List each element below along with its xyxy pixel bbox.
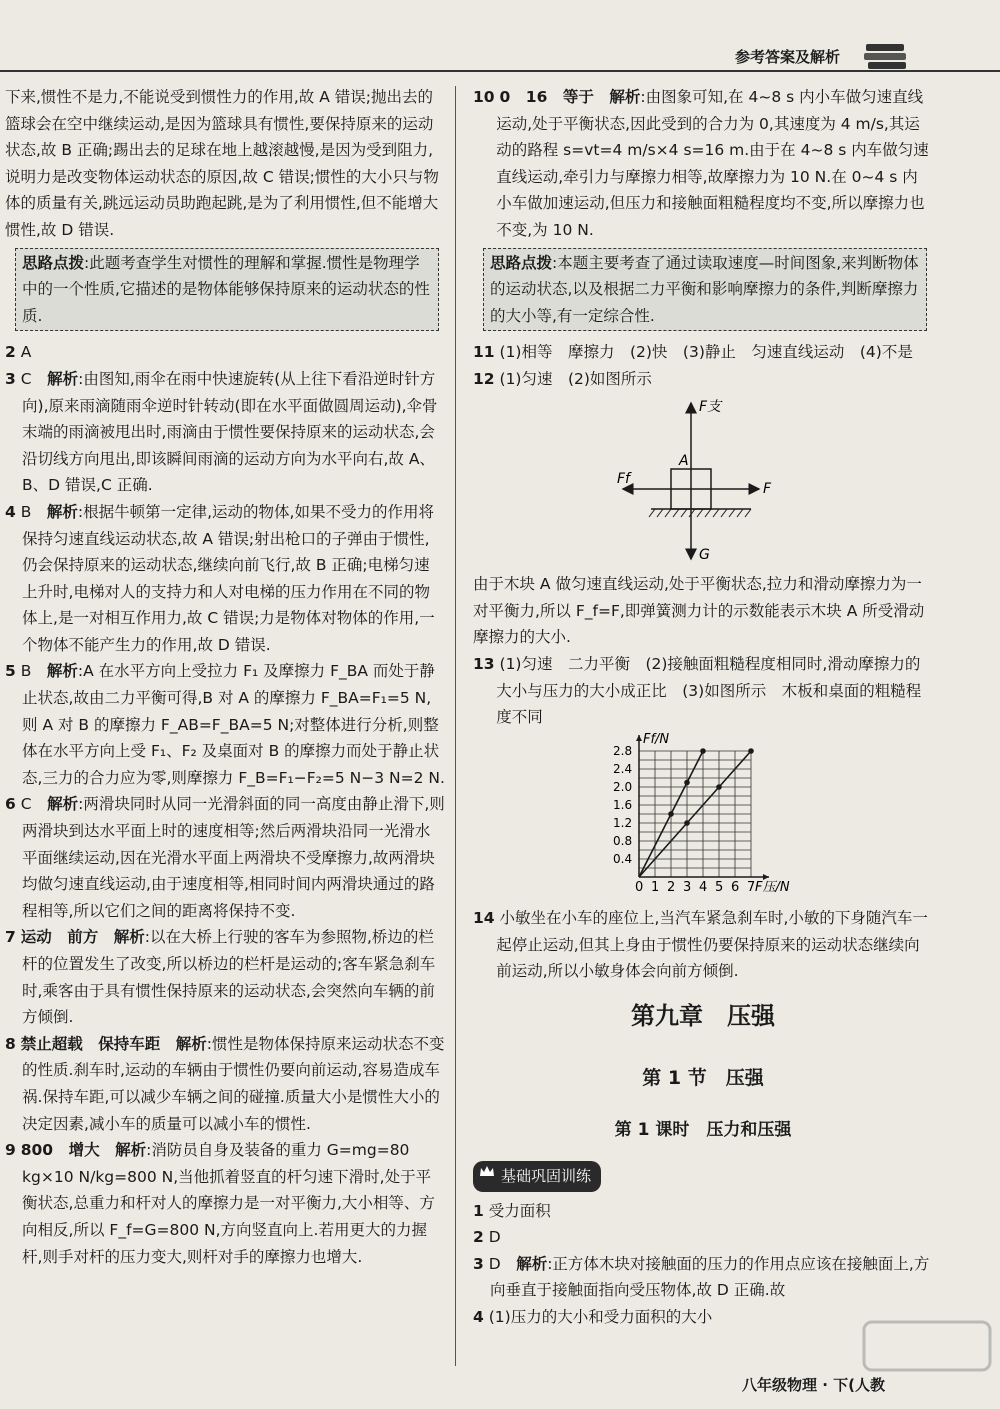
data-point (716, 784, 722, 790)
practice-badge (473, 1161, 601, 1192)
answer-item: 12 (1)匀速 (2)如图所示 (473, 369, 652, 388)
y-tick-label: 2.8 (613, 743, 633, 758)
force-diagram (473, 393, 933, 563)
page-footer: 八年级物理 · 下(人教 (742, 1376, 885, 1394)
answer-continuation: 由于木块 A 做匀速直线运动,处于平衡状态,拉力和滑动摩擦力为一对平衡力,所以 F_f=F,即弹簧测力计的示数能表示木块 A 所受滑动摩擦力的大小. (473, 575, 925, 647)
left-column (5, 84, 445, 1270)
continued-answer: 下来,惯性不是力,不能说受到惯性力的作用,故 A 错误;抛出去的篮球会在空中继续运动,是因为篮球具有惯性,要保持原来的运动状态,故 B 正确;踢出去的足球在地上越滚越慢,是因为受到阻力,说明力是改变物体运动状态的原因,故 C 错误;惯性的大小只与物体的质量有关,跳远运动员助跑起跳,是为了利用惯性,但不能增大惯性,故 D 错误. (5, 88, 439, 239)
y-tick-label: 0.4 (613, 851, 633, 866)
x-tick-label: 5 (715, 879, 724, 895)
section-title: 第 1 节 压强 (642, 1067, 764, 1090)
chapter-item: 3 D 解析:正方体木块对接触面的压力的作用点应该在接触面上,方向垂直于接触面指向受压物体,故 D 正确.故 (473, 1254, 930, 1300)
chapter-title: 第九章 压强 (631, 1002, 775, 1031)
data-point (668, 811, 674, 817)
crown-icon (479, 1164, 495, 1180)
answer-item: 6 C 解析:两滑块同时从同一光滑斜面的同一高度由静止滑下,则两滑块到达水平面上时的速度相等;然后两滑块沿同一光滑水平面继续运动,因在光滑水平面上两滑块不受摩擦力,故两滑块均做匀速直线运动,由于速度相等,相同时间内两滑块通过的路程相等,所以它们之间的距离将保持不变. (5, 795, 445, 920)
answer-item: 10 0 16 等于 解析:由图象可知,在 4~8 s 内小车做匀速直线运动,处于平衡状态,因此受到的合力为 0,其速度为 4 m/s,其运动的路程 s=vt=4 m/s×4 s=16 m.由于在 4~8 s 内车做匀速直线运动,牵引力与摩擦力相等,故摩擦力为 10 N.在 0~4 s 内小车做加速运动,但压力和接触面粗糙程度均不变,所以摩擦力也不变,为 10 N. (473, 88, 929, 239)
answer-item: 7 运动 前方 解析:以在大桥上行驶的客车为参照物,桥边的栏杆的位置发生了改变,所以桥边的栏杆是运动的;客车紧急刹车时,乘客由于具有惯性保持原来的运动状态,会突然向车辆的前方倾倒. (5, 928, 436, 1027)
y-axis-arrowhead (636, 735, 642, 741)
y-tick-label: 1.2 (613, 815, 633, 830)
answer-item: 5 B 解析:A 在水平方向上受拉力 F₁ 及摩擦力 F_BA 而处于静止状态,故由二力平衡可得,B 对 A 的摩擦力 F_BA=F₁=5 N,则 A 对 B 的摩擦力 F_AB=F_BA=5 N;对整体进行分析,则整体在水平方向上受 F₁、F₂ 及桌面对 B 的摩擦力而处于静止状态,三力的合力应为零,则摩擦力 F_B=F₁−F₂=5 N−3 N=2 N. (5, 662, 445, 787)
data-point (748, 748, 754, 754)
y-tick-label: 2.4 (613, 761, 633, 776)
y-tick-label: 0.8 (613, 833, 633, 848)
answer-site-watermark (862, 1318, 992, 1374)
y-tick-label: 1.6 (613, 797, 633, 812)
tip-box: 思路点拨:此题考查学生对惯性的理解和掌握.惯性是物理学中的一个性质,它描述的是物体能够保持原来的运动状态的性质. (15, 248, 439, 332)
answer-item: 3 C 解析:由图知,雨伞在雨中快速旋转(从上往下看沿逆时针方向),原来雨滴随雨伞逆时针转动(即在水平面做圆周运动),伞骨末端的雨滴被甩出时,雨滴由于惯性要保持原来的运动状态,会沿切线方向甩出,即该瞬间雨滴的运动方向为水平向右,故 A、B、D 错误,C 正确. (5, 369, 438, 495)
x-tick-label: 6 (731, 879, 740, 895)
tip-box: 思路点拨:本题主要考查了通过读取速度—时间图象,来判断物体的运动状态,以及根据二力平衡和影响摩擦力的条件,判断摩擦力的大小等,有一定综合性. (483, 248, 927, 332)
x-tick-label: 2 (667, 879, 676, 895)
column-divider (455, 86, 456, 1366)
label-gravity: G (699, 546, 710, 563)
chapter-item: 4 (1)压力的大小和受力面积的大小 (473, 1308, 713, 1327)
data-point (700, 748, 706, 754)
data-point (684, 779, 690, 785)
x-tick-label: 7 (747, 879, 756, 895)
x-tick-label: 4 (699, 879, 708, 895)
answer-item: 2 A (5, 343, 32, 362)
x-tick-label: 3 (683, 879, 692, 895)
books-icon (862, 42, 910, 72)
header-rule (0, 70, 1000, 72)
right-column (473, 84, 933, 1331)
x-tick-label: 1 (651, 879, 660, 895)
answer-item: 11 (1)相等 摩擦力 (2)快 (3)静止 匀速直线运动 (4)不是 (473, 343, 913, 362)
y-tick-label: 2.0 (613, 779, 633, 794)
answer-item: 14 小敏坐在小车的座位上,当汽车紧急刹车时,小敏的下身随汽车一起停止运动,但其上身由于惯性仍要保持原来的运动状态继续向前运动,所以小敏身体会向前方倾倒. (473, 909, 928, 981)
lesson-title: 第 1 课时 压力和压强 (614, 1120, 792, 1141)
data-point (684, 820, 690, 826)
label-support-force: F支 (699, 398, 722, 415)
label-pull-force: F (763, 480, 772, 497)
label-friction: Ff (617, 470, 630, 487)
answer-item: 8 禁止超载 保持车距 解析:惯性是物体保持原来运动状态不变的性质.刹车时,运动的车辆由于惯性仍要向前运动,容易造成车祸.保持车距,可以减少车辆之间的碰撞.质量大小是惯性大小的决定因素,减小车的质量可以减小车的惯性. (5, 1034, 445, 1133)
chapter-item: 2 D (473, 1228, 501, 1247)
answer-item: 4 B 解析:根据牛顿第一定律,运动的物体,如果不受力的作用将保持匀速直线运动状态,故 A 错误;射出枪口的子弹由于惯性,仍会保持原来的运动状态,继续向前飞行,故 B 正确;电梯匀速上升时,电梯对人的支持力和人对电梯的压力作用在不同的物体上,是一对相互作用力,故 C 错误;力是物体对物体的作用,一个物体不能产生力的作用,故 D 错误. (5, 502, 435, 654)
badge-label: 基础巩固训练 (501, 1167, 592, 1186)
chapter-item: 1 受力面积 (473, 1201, 551, 1220)
x-axis-label: F压/N (755, 879, 790, 895)
answer-item: 13 (1)匀速 二力平衡 (2)接触面粗糙程度相同时,滑动摩擦力的大小与压力的大小成正比 (3)如图所示 木板和桌面的粗糙程度不同 (473, 654, 922, 727)
answer-item: 9 800 增大 解析:消防员自身及装备的重力 G=mg=80 kg×10 N/kg=800 N,当他抓着竖直的杆匀速下滑时,处于平衡状态,总重力和杆对人的摩擦力是一对平衡力,大小相等、方向相反,所以 F_f=G=800 N,方向竖直向上.若用更大的力握杆,则手对杆的压力变大,则杆对手的摩擦力也增大. (5, 1141, 435, 1266)
page-header-title: 参考答案及解析 (735, 48, 841, 66)
friction-pressure-chart (473, 731, 933, 897)
x-tick-label: 0 (635, 879, 644, 895)
label-block-a: A (679, 452, 689, 469)
y-axis-label: Ff/N (643, 731, 670, 747)
ground-hatching (649, 509, 751, 517)
